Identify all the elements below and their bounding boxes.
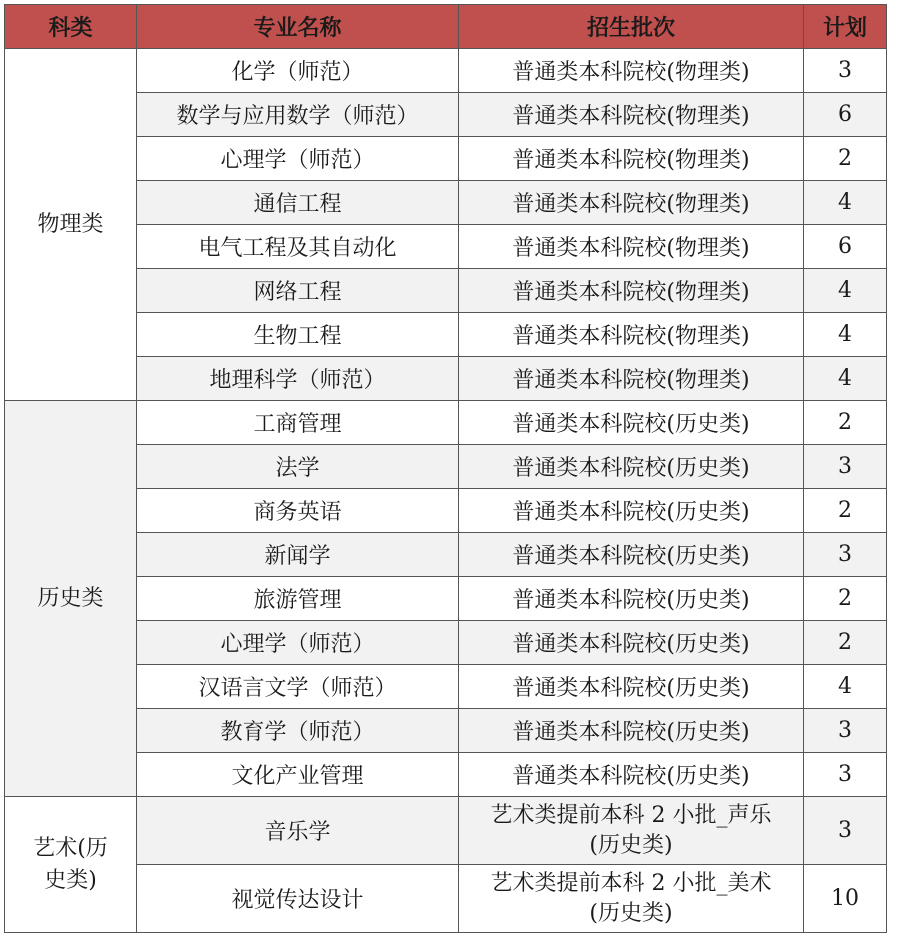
major-cell: 汉语言文学（师范） — [137, 665, 459, 709]
table-row — [5, 865, 887, 933]
major-cell: 地理科学（师范） — [137, 357, 459, 401]
plan-cell: 3 — [804, 797, 887, 865]
table-row — [5, 621, 887, 665]
plan-cell: 6 — [804, 93, 887, 137]
plan-cell: 10 — [804, 865, 887, 933]
major-cell: 化学（师范） — [137, 49, 459, 93]
batch-cell: 普通类本科院校(物理类) — [459, 269, 804, 313]
enrollment-plan-table — [4, 4, 887, 933]
table-row — [5, 489, 887, 533]
plan-cell: 2 — [804, 137, 887, 181]
batch-line2: (历史类) — [589, 832, 673, 858]
table-row — [5, 533, 887, 577]
header-batch: 招生批次 — [459, 5, 804, 49]
table-row — [5, 313, 887, 357]
header-major: 专业名称 — [137, 5, 459, 49]
batch-cell: 普通类本科院校(历史类) — [459, 753, 804, 797]
plan-cell: 3 — [804, 709, 887, 753]
major-cell: 旅游管理 — [137, 577, 459, 621]
major-cell: 心理学（师范） — [137, 137, 459, 181]
table-row — [5, 225, 887, 269]
batch-cell: 普通类本科院校(物理类) — [459, 357, 804, 401]
category-cell-art — [5, 797, 137, 933]
batch-cell: 普通类本科院校(物理类) — [459, 49, 804, 93]
plan-cell: 4 — [804, 313, 887, 357]
table-row — [5, 357, 887, 401]
major-cell: 工商管理 — [137, 401, 459, 445]
table-row — [5, 445, 887, 489]
major-cell: 数学与应用数学（师范） — [137, 93, 459, 137]
table-row — [5, 753, 887, 797]
major-cell: 文化产业管理 — [137, 753, 459, 797]
table-row — [5, 797, 887, 865]
table-row — [5, 401, 887, 445]
major-cell: 教育学（师范） — [137, 709, 459, 753]
batch-cell: 普通类本科院校(历史类) — [459, 577, 804, 621]
batch-cell: 普通类本科院校(历史类) — [459, 489, 804, 533]
header-category: 科类 — [5, 5, 137, 49]
plan-cell: 4 — [804, 181, 887, 225]
major-cell: 通信工程 — [137, 181, 459, 225]
batch-cell — [459, 865, 804, 933]
major-cell: 新闻学 — [137, 533, 459, 577]
major-cell: 法学 — [137, 445, 459, 489]
batch-cell: 普通类本科院校(历史类) — [459, 709, 804, 753]
batch-line1: 艺术类提前本科 2 小批_声乐 — [490, 802, 772, 828]
category-cell-history: 历史类 — [5, 401, 137, 797]
batch-cell: 普通类本科院校(物理类) — [459, 181, 804, 225]
plan-cell: 2 — [804, 489, 887, 533]
plan-cell: 4 — [804, 269, 887, 313]
batch-cell — [459, 797, 804, 865]
plan-cell: 3 — [804, 533, 887, 577]
table-row — [5, 181, 887, 225]
plan-cell: 3 — [804, 445, 887, 489]
batch-cell: 普通类本科院校(历史类) — [459, 621, 804, 665]
table-row — [5, 93, 887, 137]
batch-cell: 普通类本科院校(历史类) — [459, 445, 804, 489]
major-cell: 网络工程 — [137, 269, 459, 313]
plan-cell: 2 — [804, 401, 887, 445]
major-cell: 音乐学 — [137, 797, 459, 865]
plan-cell: 2 — [804, 577, 887, 621]
batch-cell: 普通类本科院校(历史类) — [459, 665, 804, 709]
major-cell: 视觉传达设计 — [137, 865, 459, 933]
batch-cell: 普通类本科院校(物理类) — [459, 225, 804, 269]
table-row — [5, 665, 887, 709]
batch-cell: 普通类本科院校(物理类) — [459, 137, 804, 181]
category-art-line1: 艺术(历 — [33, 835, 108, 861]
table-row — [5, 709, 887, 753]
batch-line2: (历史类) — [589, 900, 673, 926]
major-cell: 商务英语 — [137, 489, 459, 533]
batch-cell: 普通类本科院校(历史类) — [459, 533, 804, 577]
batch-line1: 艺术类提前本科 2 小批_美术 — [490, 870, 772, 896]
table-row — [5, 49, 887, 93]
category-art-line2: 史类) — [44, 867, 97, 893]
plan-cell: 3 — [804, 753, 887, 797]
category-cell-physics: 物理类 — [5, 49, 137, 401]
batch-cell: 普通类本科院校(历史类) — [459, 401, 804, 445]
plan-cell: 2 — [804, 621, 887, 665]
batch-cell: 普通类本科院校(物理类) — [459, 93, 804, 137]
major-cell: 心理学（师范） — [137, 621, 459, 665]
header-row — [5, 5, 887, 49]
header-plan: 计划 — [804, 5, 887, 49]
plan-cell: 6 — [804, 225, 887, 269]
major-cell: 生物工程 — [137, 313, 459, 357]
major-cell: 电气工程及其自动化 — [137, 225, 459, 269]
table-row — [5, 137, 887, 181]
plan-cell: 3 — [804, 49, 887, 93]
table-row — [5, 577, 887, 621]
table-row — [5, 269, 887, 313]
batch-cell: 普通类本科院校(物理类) — [459, 313, 804, 357]
plan-cell: 4 — [804, 357, 887, 401]
plan-cell: 4 — [804, 665, 887, 709]
